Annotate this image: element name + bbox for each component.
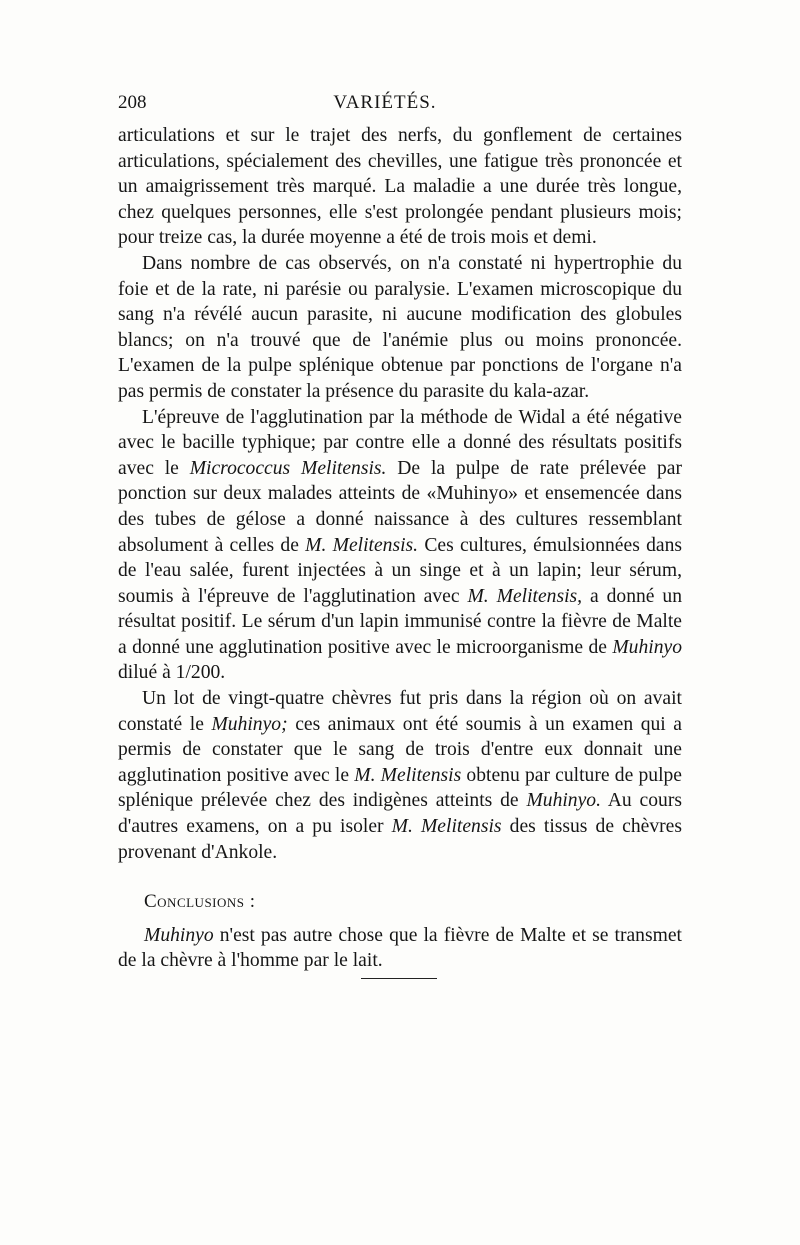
italic-term: Micrococcus Melitensis. [189,457,387,479]
text-run: Un lot de vingt-quatre chèvres fut pris dans la région où on avait constaté le [118,688,682,735]
text-run: ces animaux ont été soumis à un examen qui a permis de constater que le sang de trois d'entre eux donnait une agglutination positive avec le [118,713,682,786]
text-run: Au cours d'autres examens, on a pu isoler [118,790,682,838]
text-run: des tissus de chèvres provenant d'Ankole. [118,816,682,863]
italic-term: Muhinyo [612,636,682,658]
paragraph-conclusions [118,923,682,974]
paragraph-agglutination [118,405,682,687]
text-run: Ces cultures, émulsionnées dans de l'eau salée, furent injectées à un singe et à un lapin; leur sérum, soumis à l'épreuve de l'agglutination avec [118,534,682,607]
paragraph-symptoms: articulations et sur le trajet des nerfs, du gonflement de certaines articulations, spécialement des chevilles, une fatigue très prononcée et un amaigrissement très marqué. La maladie a une durée très longue, chez quelques personnes, elle s'est prolongée pendant plusieurs mois; pour treize cas, la durée moyenne a été de trois mois et demi. [118,125,682,249]
running-head [118,92,682,118]
text-run: De la pulpe de rate prélevée par ponction sur deux malades atteints de «Muhinyo» et ensemencée dans des tubes de gélose a donné naissance à des cultures ressemblant absolument à celles de [118,457,682,556]
italic-term: Muhinyo; [211,713,288,735]
end-rule [361,978,437,979]
conclusions-heading: Conclusions : [144,891,256,913]
body-text [118,123,682,974]
text-run: obtenu par culture de pulpe splénique prélevée chez des indigènes atteints de [118,764,683,812]
italic-term: Muhinyo. [526,790,602,812]
text-run: a donné un résultat positif. Le sérum d'un lapin immunisé contre la fièvre de Malte a donné une agglutination positive avec le microorganisme de [118,585,682,658]
text-run: L'épreuve de l'agglutination par la méthode de Widal a été négative avec le bacille typhique; par contre elle a donné des résultats positifs avec le [118,406,682,479]
italic-term: M. Melitensis. [305,534,419,556]
italic-term: M. Melitensis [354,764,462,786]
section-title: VARIÉTÉS. [333,92,437,113]
italic-term: M. Melitensis [391,816,502,838]
paragraph-goats [118,686,682,865]
paragraph-examinations: Dans nombre de cas observés, on n'a constaté ni hypertrophie du foie et de la rate, ni parésie ou paralysie. L'examen microscopique du sang n'a révélé aucun parasite, ni aucune modification des globules blancs; on n'a trouvé que de l'anémie plus ou moins prononcée. L'examen de la pulpe splénique obtenue par ponctions de l'organe n'a pas permis de constater la présence du parasite du kala-azar. [118,252,682,402]
text-run: n'est pas autre chose que la fièvre de Malte et se transmet de la chèvre à l'homme par le lait. [118,924,682,972]
italic-term: Muhinyo [144,924,214,946]
text-run: dilué à 1/200. [118,662,226,684]
page-number: 208 [118,92,147,113]
italic-term: M. Melitensis, [467,585,583,607]
